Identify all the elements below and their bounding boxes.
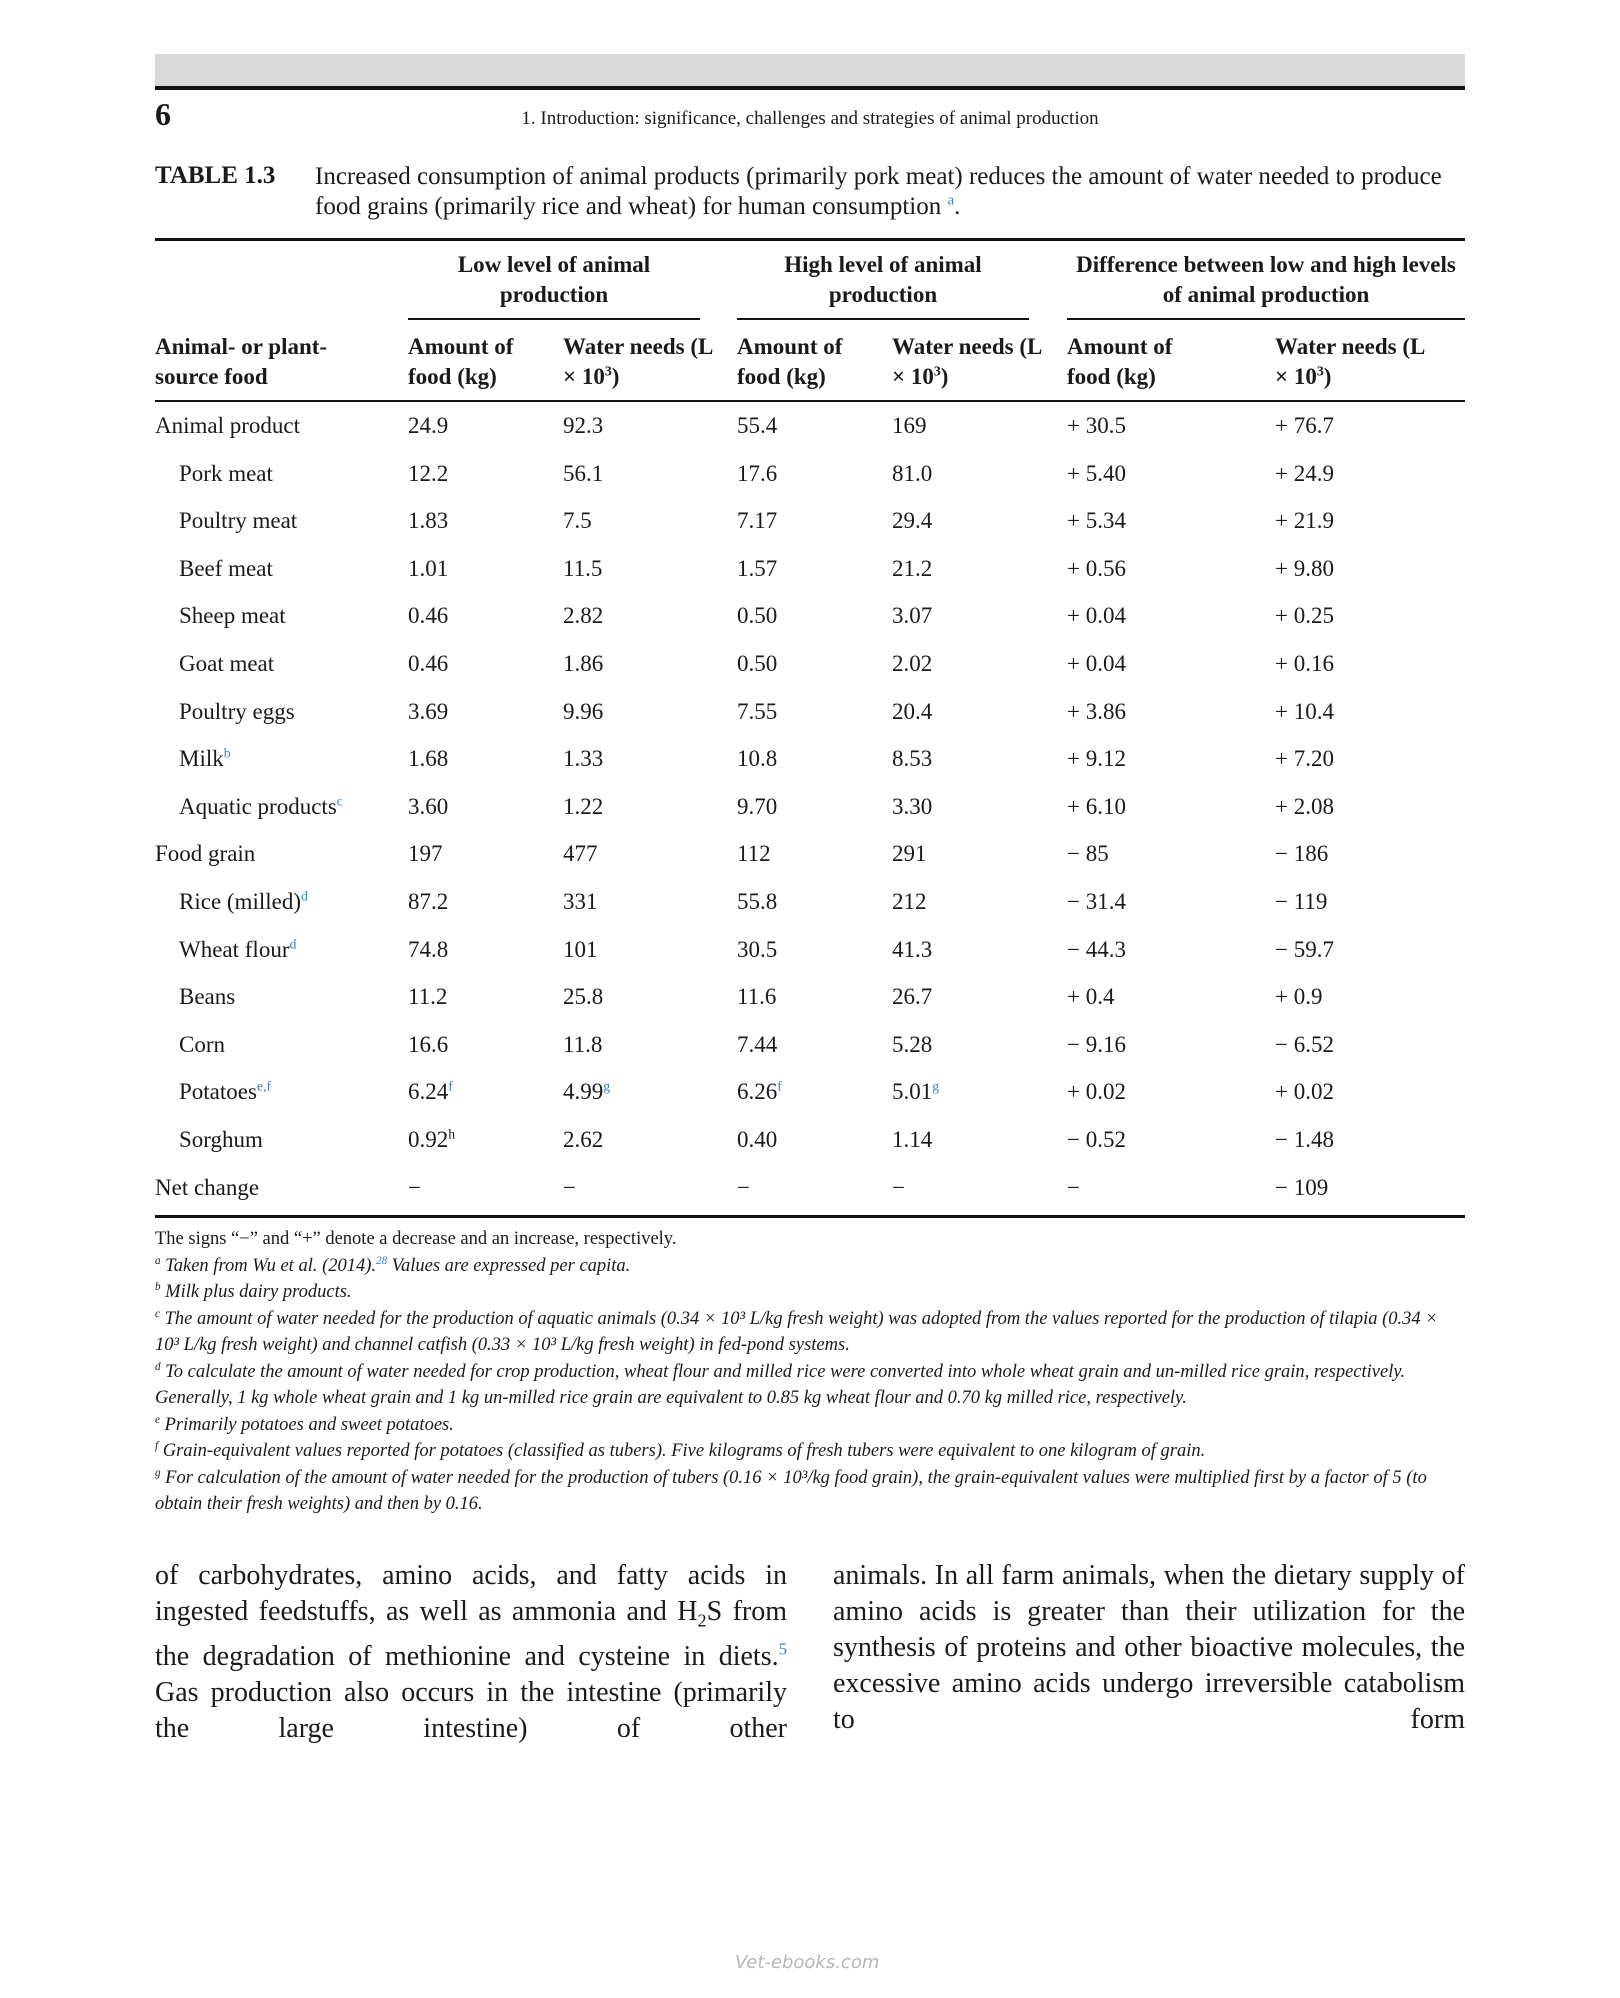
- footnote: $^b$ Milk plus dairy products.: [155, 1280, 352, 1302]
- table-cell: 0.50: [737, 603, 778, 629]
- table-cell: 7.55: [737, 698, 778, 724]
- col-header-diff-amount: Amount of food (kg): [1067, 334, 1173, 389]
- group-header-low: Low level of animal production: [457, 252, 651, 307]
- table-cell: 41.3: [892, 936, 933, 962]
- table-cell: 169: [892, 413, 927, 438]
- table-cell: 55.8: [737, 889, 778, 914]
- table-label: TABLE 1.3: [155, 162, 276, 189]
- table-cell: + 76.7: [1275, 413, 1334, 438]
- table-cell: 1.22: [563, 793, 604, 819]
- row-label: Sorghum: [179, 1127, 263, 1152]
- table-cell: 1.86: [563, 651, 604, 676]
- table-cell: 6.26$^f$: [737, 1078, 782, 1105]
- table-cell: 16.6: [408, 1031, 449, 1057]
- table-cell: 1.01: [408, 555, 449, 581]
- table-row: [155, 1116, 1465, 1163]
- col-header-food: Animal- or plant-source food: [155, 334, 328, 389]
- group-header-high: High level of animal production: [784, 252, 982, 307]
- table-cell: 7.17: [737, 508, 778, 534]
- table-cell: 112: [737, 841, 771, 867]
- col-header-diff-water: Water needs $(L \times 10^3)$: [1275, 334, 1425, 389]
- row-label: Pork meat: [179, 460, 273, 486]
- table-cell: 7.5: [563, 508, 592, 534]
- page-number: 6: [155, 96, 171, 132]
- table-cell: + 0.04: [1067, 651, 1126, 676]
- table-cell: + 9.80: [1275, 555, 1334, 581]
- table-row: [155, 926, 1465, 973]
- table-cell: 2.82: [563, 603, 604, 629]
- table-cell: 0.40: [737, 1127, 778, 1152]
- table-cell: 212: [892, 889, 927, 914]
- table-cell: 477: [563, 841, 598, 867]
- table-cell: 11.2: [408, 984, 448, 1010]
- footnote: $^d$ To calculate the amount of water needed for crop production, wheat flour and milled rice were converted into whole wheat grain and un-milled rice grain, respectively. Generally, 1 kg whole wheat grain and 1 kg un-milled rice grain are equivalent to 0.85 kg wheat flour and 0.70 kg milled rice, respectively.: [155, 1360, 1406, 1408]
- row-label: Rice (milled)$^d$: [179, 888, 308, 914]
- table-cell: − 44.3: [1067, 936, 1126, 962]
- group-rule-diff: [1067, 318, 1465, 320]
- table-cell: 21.2: [892, 555, 933, 581]
- table-cell: + 9.12: [1067, 746, 1126, 772]
- table-row: [155, 1068, 1465, 1115]
- table-cell: 26.7: [892, 984, 933, 1010]
- table-cell: 0.50: [737, 651, 778, 676]
- table-row: [155, 402, 1465, 449]
- table-cell: 1.68: [408, 746, 449, 772]
- table-cell: − 6.52: [1275, 1031, 1334, 1057]
- table-row: [155, 640, 1465, 687]
- table-cell: 17.6: [737, 460, 778, 486]
- table-caption: Increased consumption of animal products (primarily pork meat) reduces the amount of water needed to produce food grains (primarily rice and wheat) for human consumption $^a$.: [315, 163, 1442, 220]
- group-rule-low: [408, 318, 700, 320]
- table-cell: 8.53: [892, 746, 933, 772]
- table-cell: + 21.9: [1275, 508, 1334, 534]
- table-row: [155, 497, 1465, 544]
- table-cell: −: [892, 1174, 905, 1200]
- table-cell: 11.8: [563, 1031, 603, 1057]
- row-label: Animal product: [155, 413, 300, 438]
- table-cell: 87.2: [408, 889, 449, 914]
- row-label: Beans: [179, 984, 236, 1010]
- col-header-low-amount: Amount of food (kg): [408, 334, 514, 389]
- row-label: Sheep meat: [179, 603, 286, 629]
- row-label: Milk$^b$: [179, 745, 231, 772]
- row-label: Beef meat: [179, 555, 273, 581]
- table-cell: 74.8: [408, 936, 449, 962]
- table-row: [155, 545, 1465, 592]
- table-cell: 11.6: [737, 984, 777, 1010]
- table-cell: 29.4: [892, 508, 933, 534]
- table-cell: + 7.20: [1275, 746, 1334, 772]
- table-bottom-rule: [155, 1215, 1465, 1218]
- table-row: [155, 592, 1465, 639]
- table-row: [155, 878, 1465, 925]
- table-cell: 0.92$^h$: [408, 1126, 456, 1152]
- table-cell: + 10.4: [1275, 698, 1334, 724]
- table-cell: 56.1: [563, 460, 604, 486]
- footnote: $^g$ For calculation of the amount of water needed for the production of tubers (0.16 × 10³/kg food grain), the grain-equivalent values were multiplied first by a factor of 5 (to obtain their fresh weights) and then by 0.16.: [155, 1466, 1427, 1514]
- table-cell: + 0.02: [1067, 1079, 1126, 1105]
- table-cell: 197: [408, 841, 443, 867]
- table-row: [155, 973, 1465, 1020]
- table-cell: 10.8: [737, 746, 778, 772]
- table-cell: − 85: [1067, 841, 1109, 867]
- footnote: $^f$ Grain-equivalent values reported for potatoes (classified as tubers). Five kilograms of fresh tubers were equivalent to one kilogram of grain.: [155, 1439, 1206, 1461]
- row-label: Corn: [179, 1031, 225, 1057]
- group-header-diff: Difference between low and high levels of animal production: [1076, 252, 1456, 307]
- row-label: Food grain: [155, 841, 256, 867]
- table-cell: − 0.52: [1067, 1127, 1126, 1152]
- table-row: [155, 783, 1465, 830]
- table-cell: 1.83: [408, 508, 449, 534]
- table-row: [155, 688, 1465, 735]
- footnote: $^e$ Primarily potatoes and sweet potatoes.: [155, 1413, 454, 1435]
- table-cell: 20.4: [892, 698, 933, 724]
- table-cell: − 1.48: [1275, 1127, 1334, 1152]
- table-cell: + 0.16: [1275, 651, 1334, 676]
- table-row: [155, 1021, 1465, 1068]
- table-cell: − 119: [1275, 889, 1328, 914]
- table-cell: 1.57: [737, 555, 778, 581]
- header-rule: [155, 86, 1465, 90]
- table-cell: 3.07: [892, 603, 933, 629]
- row-label: Potatoes$^{e,f}$: [179, 1078, 272, 1105]
- row-label: Poultry meat: [179, 508, 298, 534]
- footnote: $^c$ The amount of water needed for the production of aquatic animals (0.34 × 10³ L/kg fresh weight) was adopted from the values reported for the production of tilapia (0.34 × 10³ L/kg fresh weight) and channel catfish (0.33 × 10³ L/kg fresh weight) in fed-pond systems.: [155, 1307, 1438, 1355]
- table-cell: + 3.86: [1067, 698, 1126, 724]
- table-cell: 9.96: [563, 698, 604, 724]
- group-rule-high: [737, 318, 1029, 320]
- table-cell: −: [408, 1174, 421, 1200]
- header-band: [155, 54, 1465, 88]
- table-cell: 331: [563, 889, 598, 914]
- table-cell: 5.01$^g$: [892, 1078, 940, 1105]
- body-column-right: animals. In all farm animals, when the dietary supply of amino acids is greater than their utilization for the synthesis of proteins and other bioactive molecules, the excessive amino acids undergo irreversible catabolism to form: [833, 1560, 1465, 1735]
- table-cell: 92.3: [563, 413, 604, 438]
- table-cell: 3.69: [408, 698, 449, 724]
- table-cell: − 186: [1275, 841, 1329, 867]
- table-cell: −: [563, 1174, 576, 1200]
- table-cell: + 5.40: [1067, 460, 1126, 486]
- table-cell: − 109: [1275, 1174, 1329, 1200]
- table-cell: + 0.25: [1275, 603, 1334, 629]
- table-cell: −: [737, 1174, 750, 1200]
- table-cell: 0.46: [408, 651, 449, 676]
- footnote: The signs “−” and “+” denote a decrease and an increase, respectively.: [155, 1229, 677, 1249]
- table-cell: 1.14: [892, 1127, 933, 1152]
- table-top-rule: [155, 238, 1465, 241]
- table-cell: + 6.10: [1067, 793, 1126, 819]
- table-cell: + 0.02: [1275, 1079, 1334, 1105]
- table-cell: 2.02: [892, 651, 933, 676]
- table-cell: 55.4: [737, 413, 778, 438]
- table-cell: + 2.08: [1275, 793, 1334, 819]
- table-row: [155, 830, 1465, 877]
- table-cell: 25.8: [563, 984, 604, 1010]
- table-cell: + 30.5: [1067, 413, 1126, 438]
- table-cell: 24.9: [408, 413, 449, 438]
- table-cell: 9.70: [737, 793, 778, 819]
- body-column-left: of carbohydrates, amino acids, and fatty acids in ingested feedstuffs, as well as ammonia and $H_2S$ from the degradation of methionine and cysteine in diets.$^5$ Gas production also occurs in the intestine (primarily the large intestine) of other: [155, 1560, 787, 1744]
- table-cell: + 0.4: [1067, 984, 1115, 1010]
- table-cell: 1.33: [563, 746, 604, 772]
- table-cell: 5.28: [892, 1031, 933, 1057]
- table-cell: 12.2: [408, 460, 449, 486]
- table-row: [155, 1164, 1465, 1211]
- table-cell: 3.30: [892, 793, 933, 819]
- row-label: Aquatic products$^c$: [179, 793, 343, 819]
- table-cell: + 24.9: [1275, 460, 1334, 486]
- table-cell: − 31.4: [1067, 889, 1126, 914]
- row-label: Goat meat: [179, 651, 275, 676]
- row-label: Net change: [155, 1174, 260, 1200]
- col-header-high-water: Water needs $(L \times 10^3)$: [892, 334, 1042, 389]
- table-cell: 0.46: [408, 603, 449, 629]
- table-cell: + 0.56: [1067, 555, 1126, 581]
- table-cell: 101: [563, 936, 598, 962]
- col-header-high-amount: Amount of food (kg): [737, 334, 843, 389]
- table-cell: 291: [892, 841, 927, 867]
- table-cell: 6.24$^f$: [408, 1078, 453, 1105]
- table-cell: − 59.7: [1275, 936, 1334, 962]
- table-cell: + 5.34: [1067, 508, 1126, 534]
- table-cell: 81.0: [892, 460, 933, 486]
- table-cell: 2.62: [563, 1127, 604, 1152]
- watermark-logo: Vet-ebooks.com: [735, 1952, 880, 1973]
- table-cell: 11.5: [563, 555, 603, 581]
- col-header-low-water: Water needs $(L \times 10^3)$: [563, 334, 713, 389]
- row-label: Wheat flour$^d$: [179, 935, 297, 962]
- table-row: [155, 450, 1465, 497]
- table-row: [155, 735, 1465, 782]
- table-cell: 3.60: [408, 793, 449, 819]
- table-cell: 30.5: [737, 936, 778, 962]
- footnote: $^a$ Taken from Wu et al. (2014).$^{28}$ Values are expressed per capita.: [155, 1254, 631, 1276]
- running-title: 1. Introduction: significance, challenges and strategies of animal production: [521, 108, 1099, 129]
- row-label: Poultry eggs: [179, 698, 295, 724]
- table-cell: + 0.04: [1067, 603, 1126, 629]
- table-cell: 7.44: [737, 1031, 778, 1057]
- table-footnotes: [155, 1226, 1465, 1518]
- table-cell: − 9.16: [1067, 1031, 1126, 1057]
- table-cell: −: [1067, 1174, 1080, 1200]
- table-cell: + 0.9: [1275, 984, 1323, 1010]
- table-cell: 4.99$^g$: [563, 1078, 611, 1105]
